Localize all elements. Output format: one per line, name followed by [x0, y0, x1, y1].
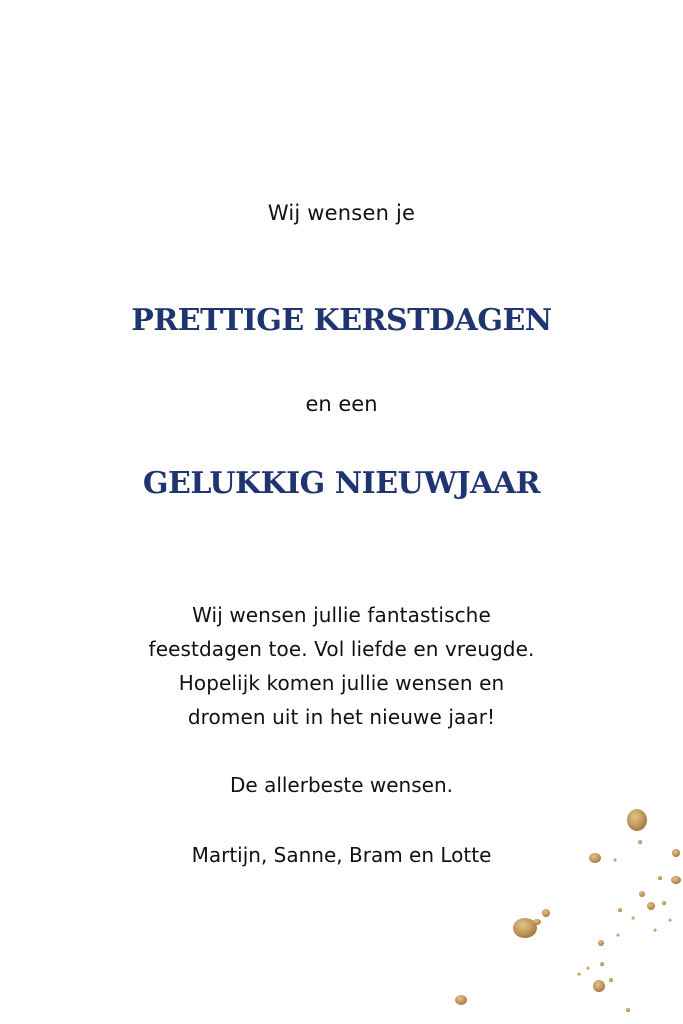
- connector-text: en een: [305, 392, 378, 416]
- message-line: dromen uit in het nieuwe jaar!: [187, 705, 496, 729]
- message-line: Wij wensen jullie fantastische: [192, 603, 491, 627]
- message-line: feestdagen toe. Vol liefde en vreugde.: [148, 637, 535, 661]
- heading-christmas: PRETTIGE KERSTDAGEN: [131, 303, 552, 338]
- intro-text: Wij wensen je: [267, 201, 416, 225]
- heading-new-year: GELUKKIG NIEUWJAAR: [142, 466, 541, 501]
- message-line: Hopelijk komen jullie wensen en: [178, 671, 505, 695]
- closing-text: De allerbeste wensen.: [230, 773, 453, 797]
- signature-text: Martijn, Sanne, Bram en Lotte: [191, 843, 492, 867]
